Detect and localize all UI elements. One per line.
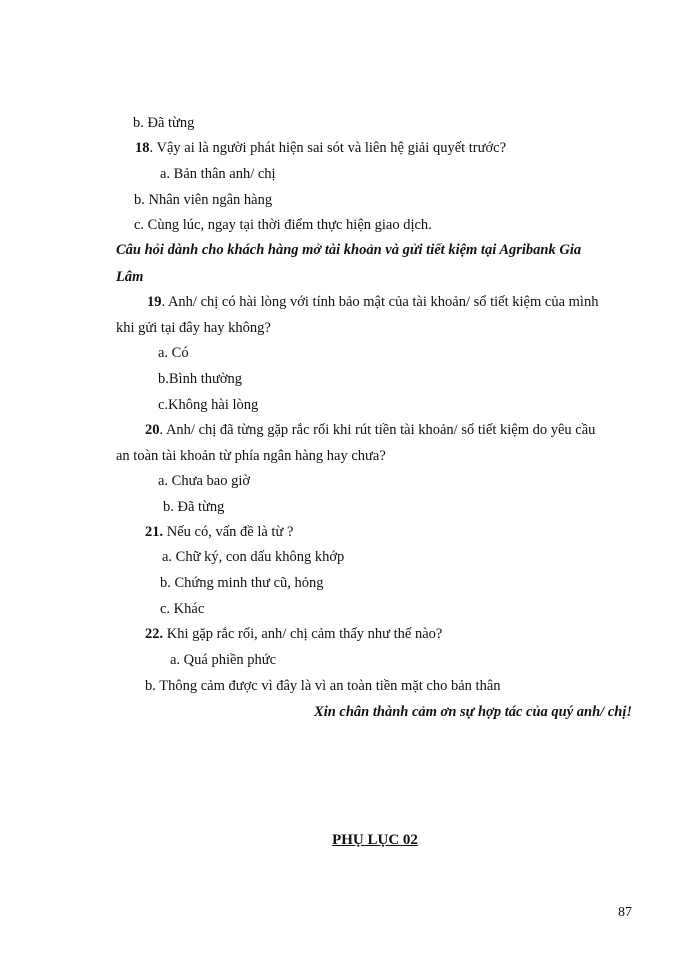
q20-option-a (158, 472, 250, 490)
question-text: an toàn tài khoản từ phía ngân hàng hay chưa? (116, 448, 386, 464)
line-text: b. Nhân viên ngân hàng (134, 192, 273, 208)
section-heading-line-2 (116, 268, 143, 286)
question-18 (135, 139, 506, 157)
q17-option-b (133, 114, 194, 132)
question-number: 19 (147, 294, 162, 310)
q19-option-a (158, 344, 189, 362)
line-text: a. Quá phiền phức (170, 652, 277, 668)
question-22 (145, 625, 442, 643)
line-text: b.Bình thường (158, 371, 243, 387)
line-text: c.Không hài lòng (158, 397, 259, 413)
q19-option-c (158, 396, 258, 414)
appendix-heading: PHỤ LỤC 02 (332, 832, 418, 848)
line-text: b. Đã từng (133, 115, 195, 131)
question-text: . Anh/ chị có hài lòng với tính bảo mật của tài khoản/ sổ tiết kiệm của mình (161, 294, 599, 310)
question-21 (145, 523, 293, 541)
q22-option-a (170, 651, 276, 669)
q20-option-b (163, 498, 224, 516)
page-number: 87 (618, 905, 632, 920)
q21-option-b (160, 574, 324, 592)
line-text: b. Đã từng (163, 499, 225, 515)
question-text: Khi gặp rắc rối, anh/ chị cảm thấy như thế nào? (163, 626, 443, 642)
line-text: a. Bản thân anh/ chị (160, 166, 276, 182)
question-text: . Vậy ai là người phát hiện sai sót và liên hệ giải quyết trước? (149, 140, 507, 156)
closing-thanks-note: Xin chân thành cảm ơn sự hợp tác của quý anh/ chị! (314, 704, 632, 720)
q21-option-c (160, 600, 204, 618)
question-number: 20 (145, 422, 160, 438)
line-text: a. Chưa bao giờ (158, 473, 251, 489)
question-19 (147, 293, 598, 311)
section-heading-line-1 (116, 241, 581, 259)
question-20 (145, 421, 595, 439)
line-text: a. Có (158, 345, 189, 361)
question-19-continued (116, 319, 271, 337)
q19-option-b (158, 370, 242, 388)
question-text: . Anh/ chị đã từng gặp rắc rối khi rút tiền tài khoản/ sổ tiết kiệm do yêu cầu (159, 422, 596, 438)
question-text: Nếu có, vấn đề là từ ? (163, 524, 294, 540)
q18-option-b (134, 191, 272, 209)
line-text: b. Chứng minh thư cũ, hỏng (160, 575, 324, 591)
q18-option-c (134, 216, 432, 234)
question-number: 21. (145, 524, 164, 540)
q22-option-b (145, 677, 501, 695)
line-text: c. Khác (160, 601, 205, 617)
q18-option-a (160, 165, 276, 183)
section-heading-text: Câu hỏi dành cho khách hàng mở tài khoản và gửi tiết kiệm tại Agribank Gia (116, 242, 582, 258)
line-text: a. Chữ ký, con dấu không khớp (162, 549, 345, 565)
question-text: khi gửi tại đây hay không? (116, 320, 271, 336)
line-text: c. Cùng lúc, ngay tại thời điểm thực hiện giao dịch. (134, 217, 432, 233)
line-text: b. Thông cảm được vì đây là vì an toàn tiền mặt cho bản thân (145, 678, 501, 694)
question-number: 22. (145, 626, 164, 642)
section-heading-text: Lâm (116, 269, 144, 285)
question-20-continued (116, 447, 386, 465)
q21-option-a (162, 548, 344, 566)
question-number: 18 (135, 140, 150, 156)
